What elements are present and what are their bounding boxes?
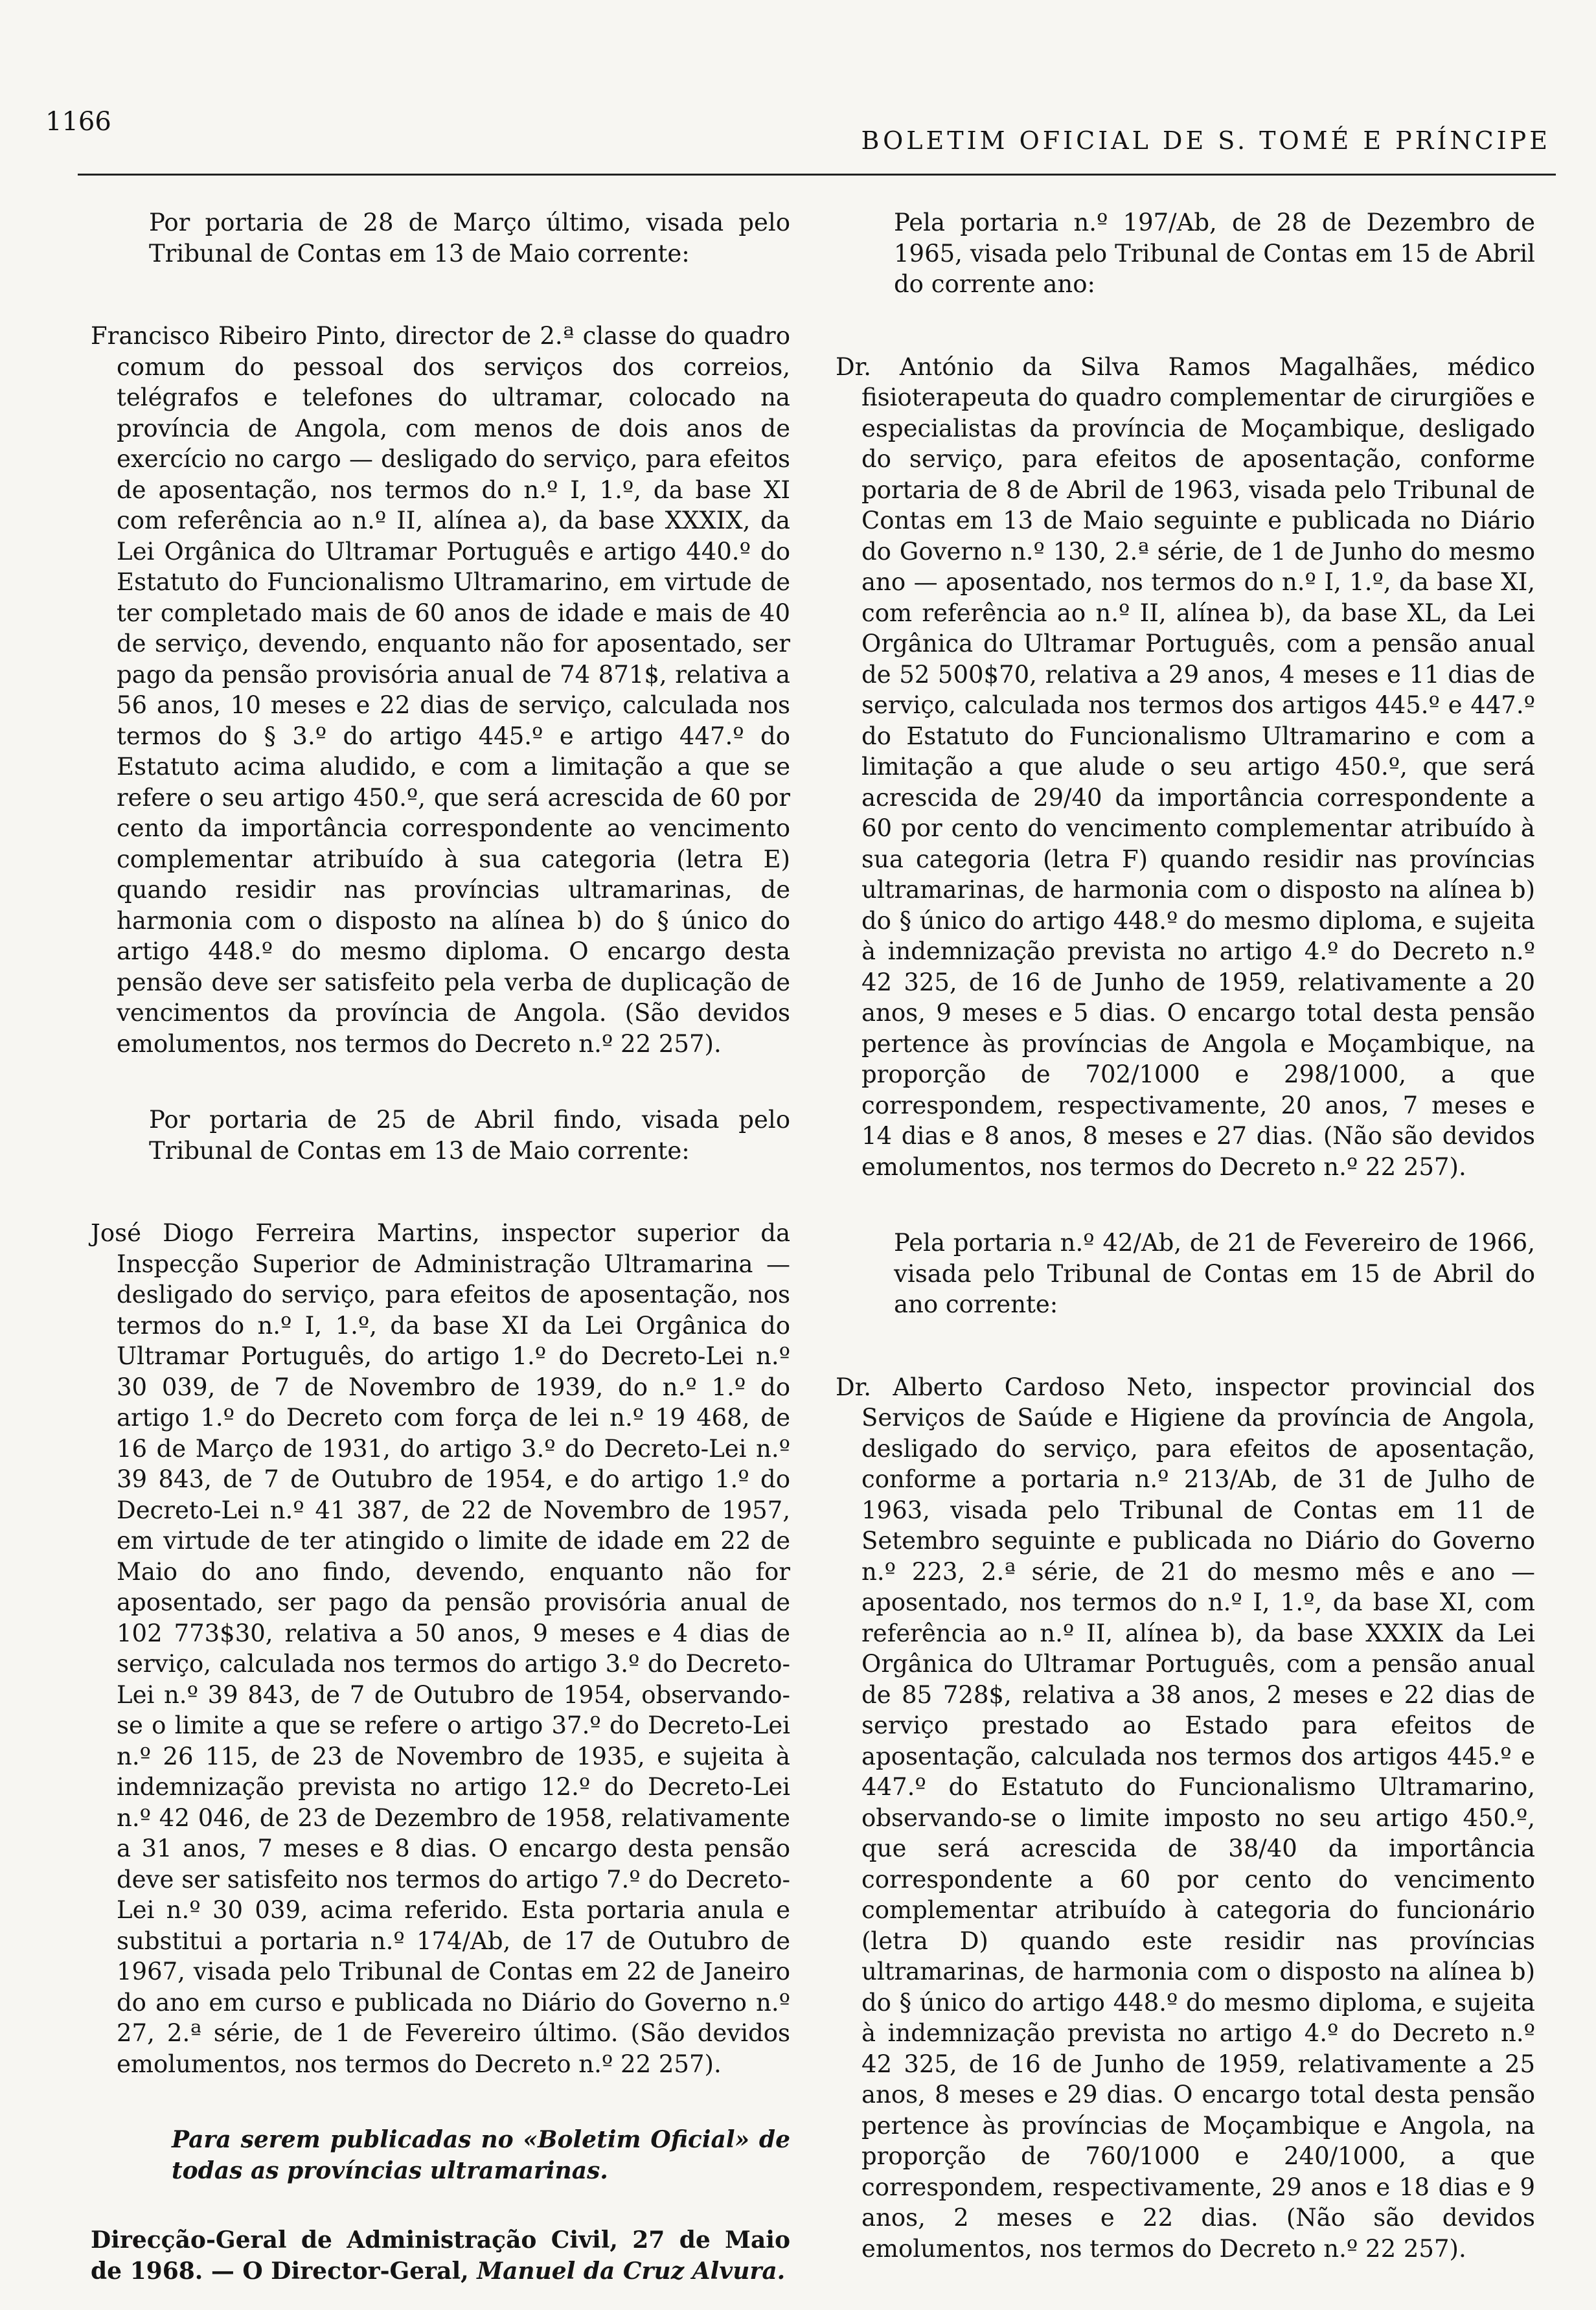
- portaria-intro-4: Pela portaria n.º 42/Ab, de 21 de Fevereiro de 1966, visada pelo Tribunal de Contas em 15 de Abril do ano corrente:: [894, 1229, 1535, 1318]
- header-rule: [78, 174, 1556, 176]
- entry-alberto-cardoso-neto: Dr. Alberto Cardoso Neto, inspector provincial dos Serviços de Saúde e Higiene da província de Angola, desligado do serviço, para efeitos de aposentação, conforme a portaria n.º 213/Ab, de 31 de Julho de 1963, visada pelo Tribunal de Contas em 11 de Setembro seguinte e publicada no Diário do Governo n.º 223, 2.ª série, de 21 do mesmo mês e ano — aposentado, nos termos do n.º I, 1.º, da base XI, com referência ao n.º II, alínea b), da base XXXIX da Lei Orgânica do Ultramar Português, com a pensão anual de 85 728$, relativa a 38 anos, 2 meses e 22 dias de serviço prestado ao Estado para efeitos de aposentação, calculada nos termos dos artigos 445.º e 447.º do Estatuto do Funcionalismo Ultramarino, observando-se o limite imposto no seu artigo 450.º, que será acrescida de 38/40 da importância correspondente a 60 por cento do vencimento complementar atribuído à categoria do funcionário (letra D) quando este residir nas províncias ultramarinas, de harmonia com o disposto na alínea b) do § único do artigo 448.º do mesmo diploma, e sujeita à indemnização prevista no artigo 4.º do Decreto n.º 42 325, de 16 de Junho de 1959, relativamente a 25 anos, 8 meses e 29 dias. O encargo total desta pensão pertence às províncias de Moçambique e Angola, na proporção de 760/1000 e 240/1000, a que correspondem, respectivamente, 29 anos e 18 dias e 9 anos, 2 meses e 22 dias. (Não são devidos emolumentos, nos termos do Decreto n.º 22 257).: [836, 1373, 1535, 2263]
- right-column: [836, 207, 1535, 2309]
- entry-antonio-silva-ramos-magalhaes: Dr. António da Silva Ramos Magalhães, médico fisioterapeuta do quadro complementar de cirurgiões e especialistas da província de Moçambique, desligado do serviço, para efeitos de aposentação, conforme portaria de 8 de Abril de 1963, visada pelo Tribunal de Contas em 13 de Maio seguinte e publicada no Diário do Governo n.º 130, 2.ª série, de 1 de Junho do mesmo ano — aposentado, nos termos do n.º I, 1.º, da base XI, com referência ao n.º II, alínea b), da base XL, da Lei Orgânica do Ultramar Português, com a pensão anual de 52 500$70, relativa a 29 anos, 4 meses e 11 dias de serviço, calculada nos termos dos artigos 445.º e 447.º do Estatuto do Funcionalismo Ultramarino e com a limitação a que alude o seu artigo 450.º, que será acrescida de 29/40 da importância correspondente a 60 por cento do vencimento complementar atribuído à sua categoria (letra F) quando residir nas províncias ultramarinas, de harmonia com o disposto na alínea b) do § único do artigo 448.º do mesmo diploma, e sujeita à indemnização prevista no artigo 4.º do Decreto n.º 42 325, de 16 de Junho de 1959, relativamente a 20 anos, 9 meses e 5 dias. O encargo total desta pensão pertence às províncias de Angola e Moçambique, na proporção de 702/1000 e 298/1000, a que correspondem, respectivamente, 20 anos, 7 meses e 14 dias e 8 anos, 8 meses e 27 dias. (Não são devidos emolumentos, nos termos do Decreto n.º 22 257).: [836, 352, 1535, 1181]
- running-title: BOLETIM OFICIAL DE S. TOMÉ E PRÍNCIPE: [861, 126, 1551, 155]
- portaria-intro-1: Por portaria de 28 de Março último, visada pelo Tribunal de Contas em 13 de Maio corrente:: [149, 209, 790, 268]
- signature-block: [91, 2225, 790, 2287]
- signature-name: Manuel da Cruz Alvura.: [477, 2257, 786, 2285]
- portaria-intro-3: Pela portaria n.º 197/Ab, de 28 de Dezembro de 1965, visada pelo Tribunal de Contas em 15 de Abril do corrente ano:: [894, 209, 1535, 298]
- portaria-intro-2: Por portaria de 25 de Abril findo, visada pelo Tribunal de Contas em 13 de Maio corrente:: [149, 1106, 790, 1165]
- left-column: [91, 207, 790, 2310]
- signature-text: Direcção-Geral de Administração Civil, 27 de Maio de 1968. — O Director-Geral,: [91, 2226, 790, 2285]
- entry-jose-diogo-ferreira-martins: José Diogo Ferreira Martins, inspector superior da Inspecção Superior de Administração Ultramarina — desligado do serviço, para efeitos de aposentação, nos termos do n.º I, 1.º, da base XI da Lei Orgânica do Ultramar Português, do artigo 1.º do Decreto-Lei n.º 30 039, de 7 de Novembro de 1939, do n.º 1.º do artigo 1.º do Decreto com força de lei n.º 19 468, de 16 de Março de 1931, do artigo 3.º do Decreto-Lei n.º 39 843, de 7 de Outubro de 1954, e do artigo 1.º do Decreto-Lei n.º 41 387, de 22 de Novembro de 1957, em virtude de ter atingido o limite de idade em 22 de Maio do ano findo, devendo, enquanto não for aposentado, ser pago da pensão provisória anual de 102 773$30, relativa a 50 anos, 9 meses e 4 dias de serviço, calculada nos termos do artigo 3.º do Decreto-Lei n.º 39 843, de 7 de Outubro de 1954, observando-se o limite a que se refere o artigo 37.º do Decreto-Lei n.º 26 115, de 23 de Novembro de 1935, e sujeita à indemnização prevista no artigo 12.º do Decreto-Lei n.º 42 046, de 23 de Dezembro de 1958, relativamente a 31 anos, 7 meses e 8 dias. O encargo desta pensão deve ser satisfeito nos termos do artigo 7.º do Decreto-Lei n.º 30 039, acima referido. Esta portaria anula e substitui a portaria n.º 174/Ab, de 17 de Outubro de 1967, visada pelo Tribunal de Contas em 22 de Janeiro do ano em curso e publicada no Diário do Governo n.º 27, 2.ª série, de 1 de Fevereiro último. (São devidos emolumentos, nos termos do Decreto n.º 22 257).: [91, 1219, 790, 2078]
- entry-francisco-ribeiro-pinto: Francisco Ribeiro Pinto, director de 2.ª classe do quadro comum do pessoal dos serviços dos correios, telégrafos e telefones do ultramar, colocado na província de Angola, com menos de dois anos de exercício no cargo — desligado do serviço, para efeitos de aposentação, nos termos do n.º I, 1.º, da base XI com referência ao n.º II, alínea a), da base XXXIX, da Lei Orgânica do Ultramar Português e artigo 440.º do Estatuto do Funcionalismo Ultramarino, em virtude de ter completado mais de 60 anos de idade e mais de 40 de serviço, devendo, enquanto não for aposentado, ser pago da pensão provisória anual de 74 871$, relativa a 56 anos, 10 meses e 22 dias de serviço, calculada nos termos do § 3.º do artigo 445.º e artigo 447.º do Estatuto acima aludido, e com a limitação a que se refere o seu artigo 450.º, que será acrescida de 60 por cento da importância correspondente ao vencimento complementar atribuído à sua categoria (letra E) quando residir nas províncias ultramarinas, de harmonia com o disposto na alínea b) do § único do artigo 448.º do mesmo diploma. O encargo desta pensão deve ser satisfeito pela verba de duplicação de vencimentos da província de Angola. (São devidos emolumentos, nos termos do Decreto n.º 22 257).: [91, 322, 790, 1058]
- publication-note: Para serem publicadas no «Boletim Oficial» de todas as províncias ultramarinas.: [172, 2126, 790, 2184]
- page-number: 1166: [45, 107, 111, 137]
